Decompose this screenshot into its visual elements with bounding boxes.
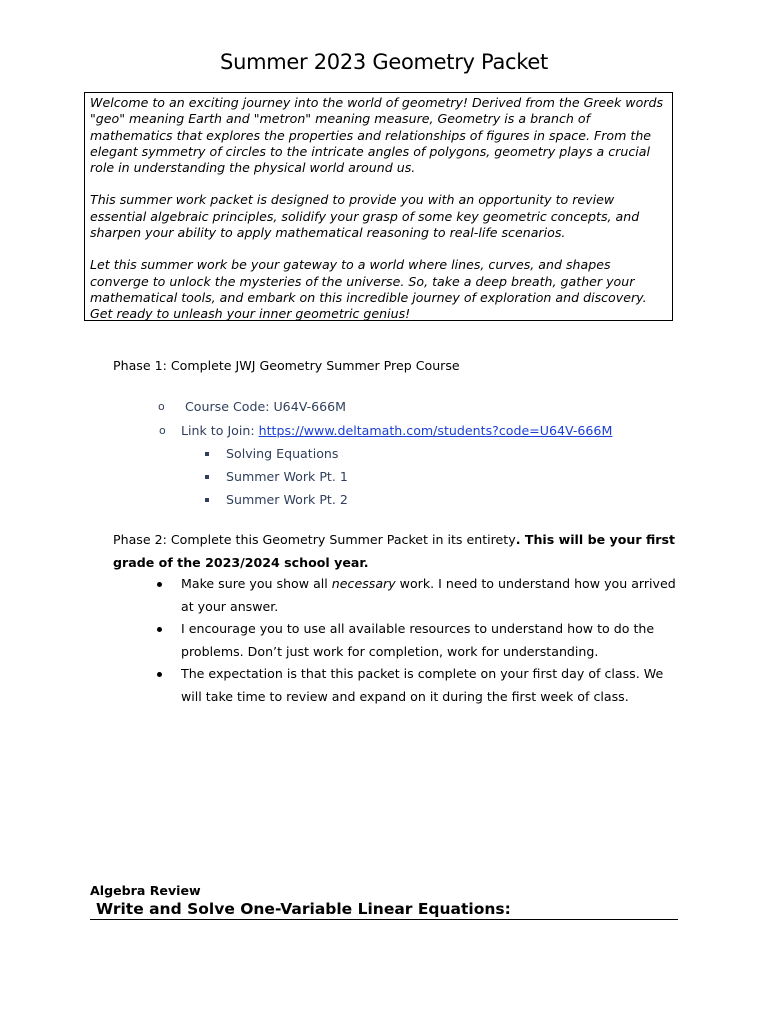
page-title: Summer 2023 Geometry Packet (220, 50, 548, 74)
assignment-item (226, 469, 348, 484)
intro-paragraph-1: Welcome to an exciting journey into the world of geometry! Derived from the Greek words "geo" meaning Earth and "metron" meaning measure, Geometry is a branch of mathematics that explores the properties and relationships of figures in space. From the elegant symmetry of circles to the intricate angles of polygons, geometry plays a crucial role in understanding the physical world around us. (90, 95, 664, 176)
join-link-label: Link to Join: (181, 423, 259, 438)
assignment-label: Summer Work Pt. 2 (226, 492, 348, 507)
phase2-heading-emphasis: . This will be your first grade of the 2023/2024 school year. (113, 532, 676, 570)
intro-paragraph-3: Let this summer work be your gateway to a world where lines, curves, and shapes converge to unlock the mysteries of the universe. So, take a deep breath, gather your mathematical tools, and embark on this incredible journey of exploration and discovery. Get ready to unleash your inner geometric genius! (90, 257, 647, 322)
list-item (181, 663, 681, 708)
circle-bullet-icon: o (159, 424, 166, 437)
list-item (181, 573, 681, 618)
algebra-review-label: Algebra Review (90, 883, 201, 898)
phase2-bullet-list (181, 573, 681, 708)
circle-bullet-icon: o (158, 400, 165, 413)
section-heading: Write and Solve One-Variable Linear Equations: (90, 899, 678, 920)
square-bullet-icon (205, 498, 209, 502)
assignment-item (226, 446, 338, 461)
square-bullet-icon (205, 452, 209, 456)
bullet-emphasis: necessary (331, 576, 396, 591)
bullet-dot-icon (157, 627, 162, 632)
bullet-text: I encourage you to use all available resources to understand how to do the problems. Don’t just work for completion, work for understanding. (181, 621, 655, 659)
square-bullet-icon (205, 475, 209, 479)
assignment-label: Solving Equations (226, 446, 339, 461)
phase2-heading (113, 528, 683, 574)
phase1-heading: Phase 1: Complete JWJ Geometry Summer Prep Course (113, 358, 460, 373)
course-code-text: Course Code: U64V-666M (185, 399, 347, 414)
course-code-item (158, 399, 347, 414)
phase2-heading-text: Phase 2: Complete this Geometry Summer Packet in its entirety (113, 532, 516, 547)
join-link-item (159, 423, 613, 438)
intro-box (84, 92, 673, 321)
intro-paragraph-2: This summer work packet is designed to provide you with an opportunity to review essential algebraic principles, solidify your grasp of some key geometric concepts, and sharpen your ability to apply mathematical reasoning to real-life scenarios. (90, 192, 640, 241)
bullet-dot-icon (157, 672, 162, 677)
bullet-text: Make sure you show all (181, 576, 332, 591)
deltamath-link[interactable]: https://www.deltamath.com/students?code=U64V-666M (258, 423, 613, 438)
assignment-item (226, 492, 348, 507)
assignment-label: Summer Work Pt. 1 (226, 469, 348, 484)
list-item (181, 618, 681, 663)
bullet-text: The expectation is that this packet is complete on your first day of class. We will take time to review and expand on it during the first week of class. (181, 666, 664, 704)
bullet-text: work. I need to understand how you arrived at your answer. (181, 576, 676, 614)
bullet-dot-icon (157, 582, 162, 587)
